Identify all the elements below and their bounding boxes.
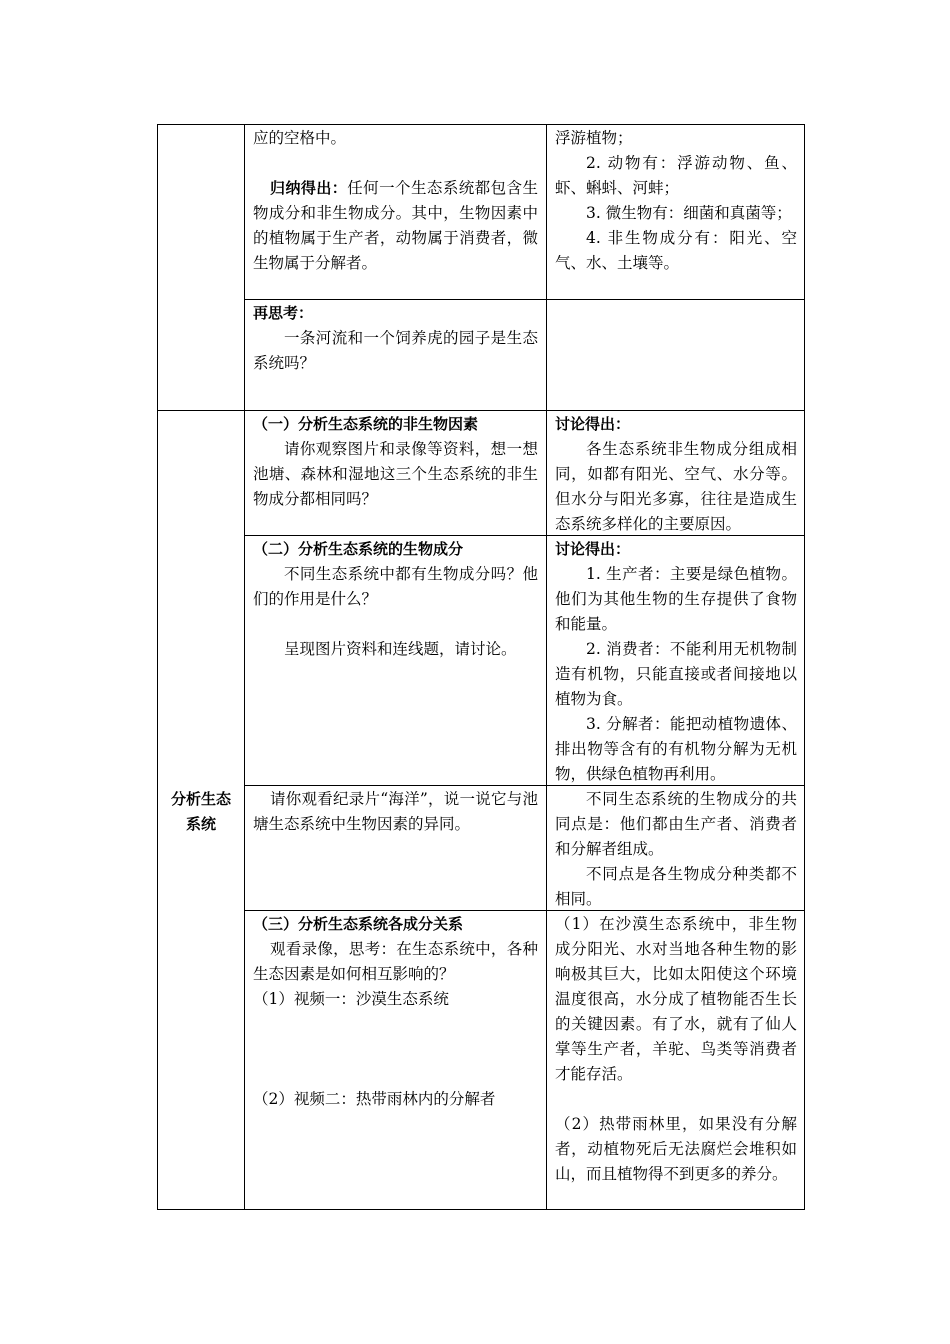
student-line: 2. 动物有：浮游动物、鱼、虾、蝌蚪、河蚌； [555,154,797,197]
discussion-heading: 讨论得出： [555,540,631,558]
activity-text: 请你观看纪录片“海洋”，说一说它与池塘生态系统中生物因素的异同。 [253,790,538,833]
video-label: （1）视频一：沙漠生态系统 [253,990,449,1008]
teacher-activity-cell [253,537,538,662]
activity-line: 应的空格中。 [253,129,347,147]
table-column-divider-1 [244,124,245,1210]
activity-heading: （一）分析生态系统的非生物因素 [253,415,479,433]
teacher-activity-cell [253,301,538,376]
teacher-activity-cell [253,912,538,1112]
table-column-divider-2 [546,124,547,1210]
table-border-bottom [157,1209,805,1210]
conclusion-text: 任何一个生态系统都包含生物成分和非生物成分。其中，生物因素中的植物属于生产者，动物属于消费者，微生物属于分解者。 [253,179,538,272]
section-label-line: 系统 [185,815,216,833]
activity-text: 不同生态系统中都有生物成分吗？他们的作用是什么？ [253,565,538,608]
table-border-right [804,124,805,1210]
video-label: （2）视频二：热带雨林内的分解者 [253,1090,496,1108]
student-activity-cell [555,912,797,1187]
discussion-item: 1. 生产者：主要是绿色植物。他们为其他生物的生存提供了食物和能量。 [555,565,797,633]
student-line: 3. 微生物有：细菌和真菌等； [586,204,792,222]
student-activity-cell [555,412,797,537]
rethink-question: 一条河流和一个饲养虎的园子是生态系统吗？ [253,329,538,372]
discussion-text: 各生态系统非生物成分组成相同，如都有阳光、空气、水分等。但水分与阳光多寡，往往是造成生态系统多样化的主要原因。 [555,440,797,533]
teacher-activity-cell [253,787,538,837]
teacher-activity-cell [253,126,538,276]
conclusion-paragraph [253,176,538,276]
rethink-heading: 再思考： [253,304,314,322]
activity-text: 观看录像，思考：在生态系统中，各种生态因素是如何相互影响的？ [253,940,538,983]
student-line: 浮游植物； [555,129,633,147]
discussion-heading: 讨论得出： [555,415,631,433]
answer-text: 不同点是各生物成分种类都不相同。 [555,865,797,908]
answer-text: （2）热带雨林里，如果没有分解者，动植物死后无法腐烂会堆积如山，而且植物得不到更多的养分。 [555,1115,797,1183]
activity-text: 呈现图片资料和连线题，请讨论。 [284,640,517,658]
table-border-left [157,124,158,1210]
student-activity-cell [555,126,797,276]
section-divider [157,410,805,411]
table-border-top [157,124,805,125]
student-activity-cell [555,787,797,912]
student-line: 4. 非生物成分有：阳光、空气、水、土壤等。 [555,229,797,272]
answer-text: （1）在沙漠生态系统中，非生物成分阳光、水对当地各种生物的影响极其巨大，比如太阳使这个环境温度很高，水分成了植物能否生长的关键因素。有了水，就有了仙人掌等生产者，羊驼、鸟类等消费者才能存活。 [555,915,797,1083]
discussion-item: 3. 分解者：能把动植物遗体、排出物等含有的有机物分解为无机物，供绿色植物再利用。 [555,715,797,783]
activity-heading: （二）分析生态系统的生物成分 [253,540,464,558]
activity-text: 请你观察图片和录像等资料，想一想池塘、森林和湿地这三个生态系统的非生物成分都相同吗？ [253,440,538,508]
teacher-activity-cell [253,412,538,512]
section-label [158,787,244,837]
answer-text: 不同生态系统的生物成分的共同点是：他们都由生产者、消费者和分解者组成。 [555,790,797,858]
section-label-line: 分析生态 [170,790,231,808]
student-activity-cell [555,537,797,787]
activity-heading: （三）分析生态系统各成分关系 [253,915,464,933]
conclusion-label: 归纳得出： [270,179,348,197]
discussion-item: 2. 消费者：不能利用无机物制造有机物，只能直接或者间接地以植物为食。 [555,640,797,708]
row-divider [244,299,805,300]
